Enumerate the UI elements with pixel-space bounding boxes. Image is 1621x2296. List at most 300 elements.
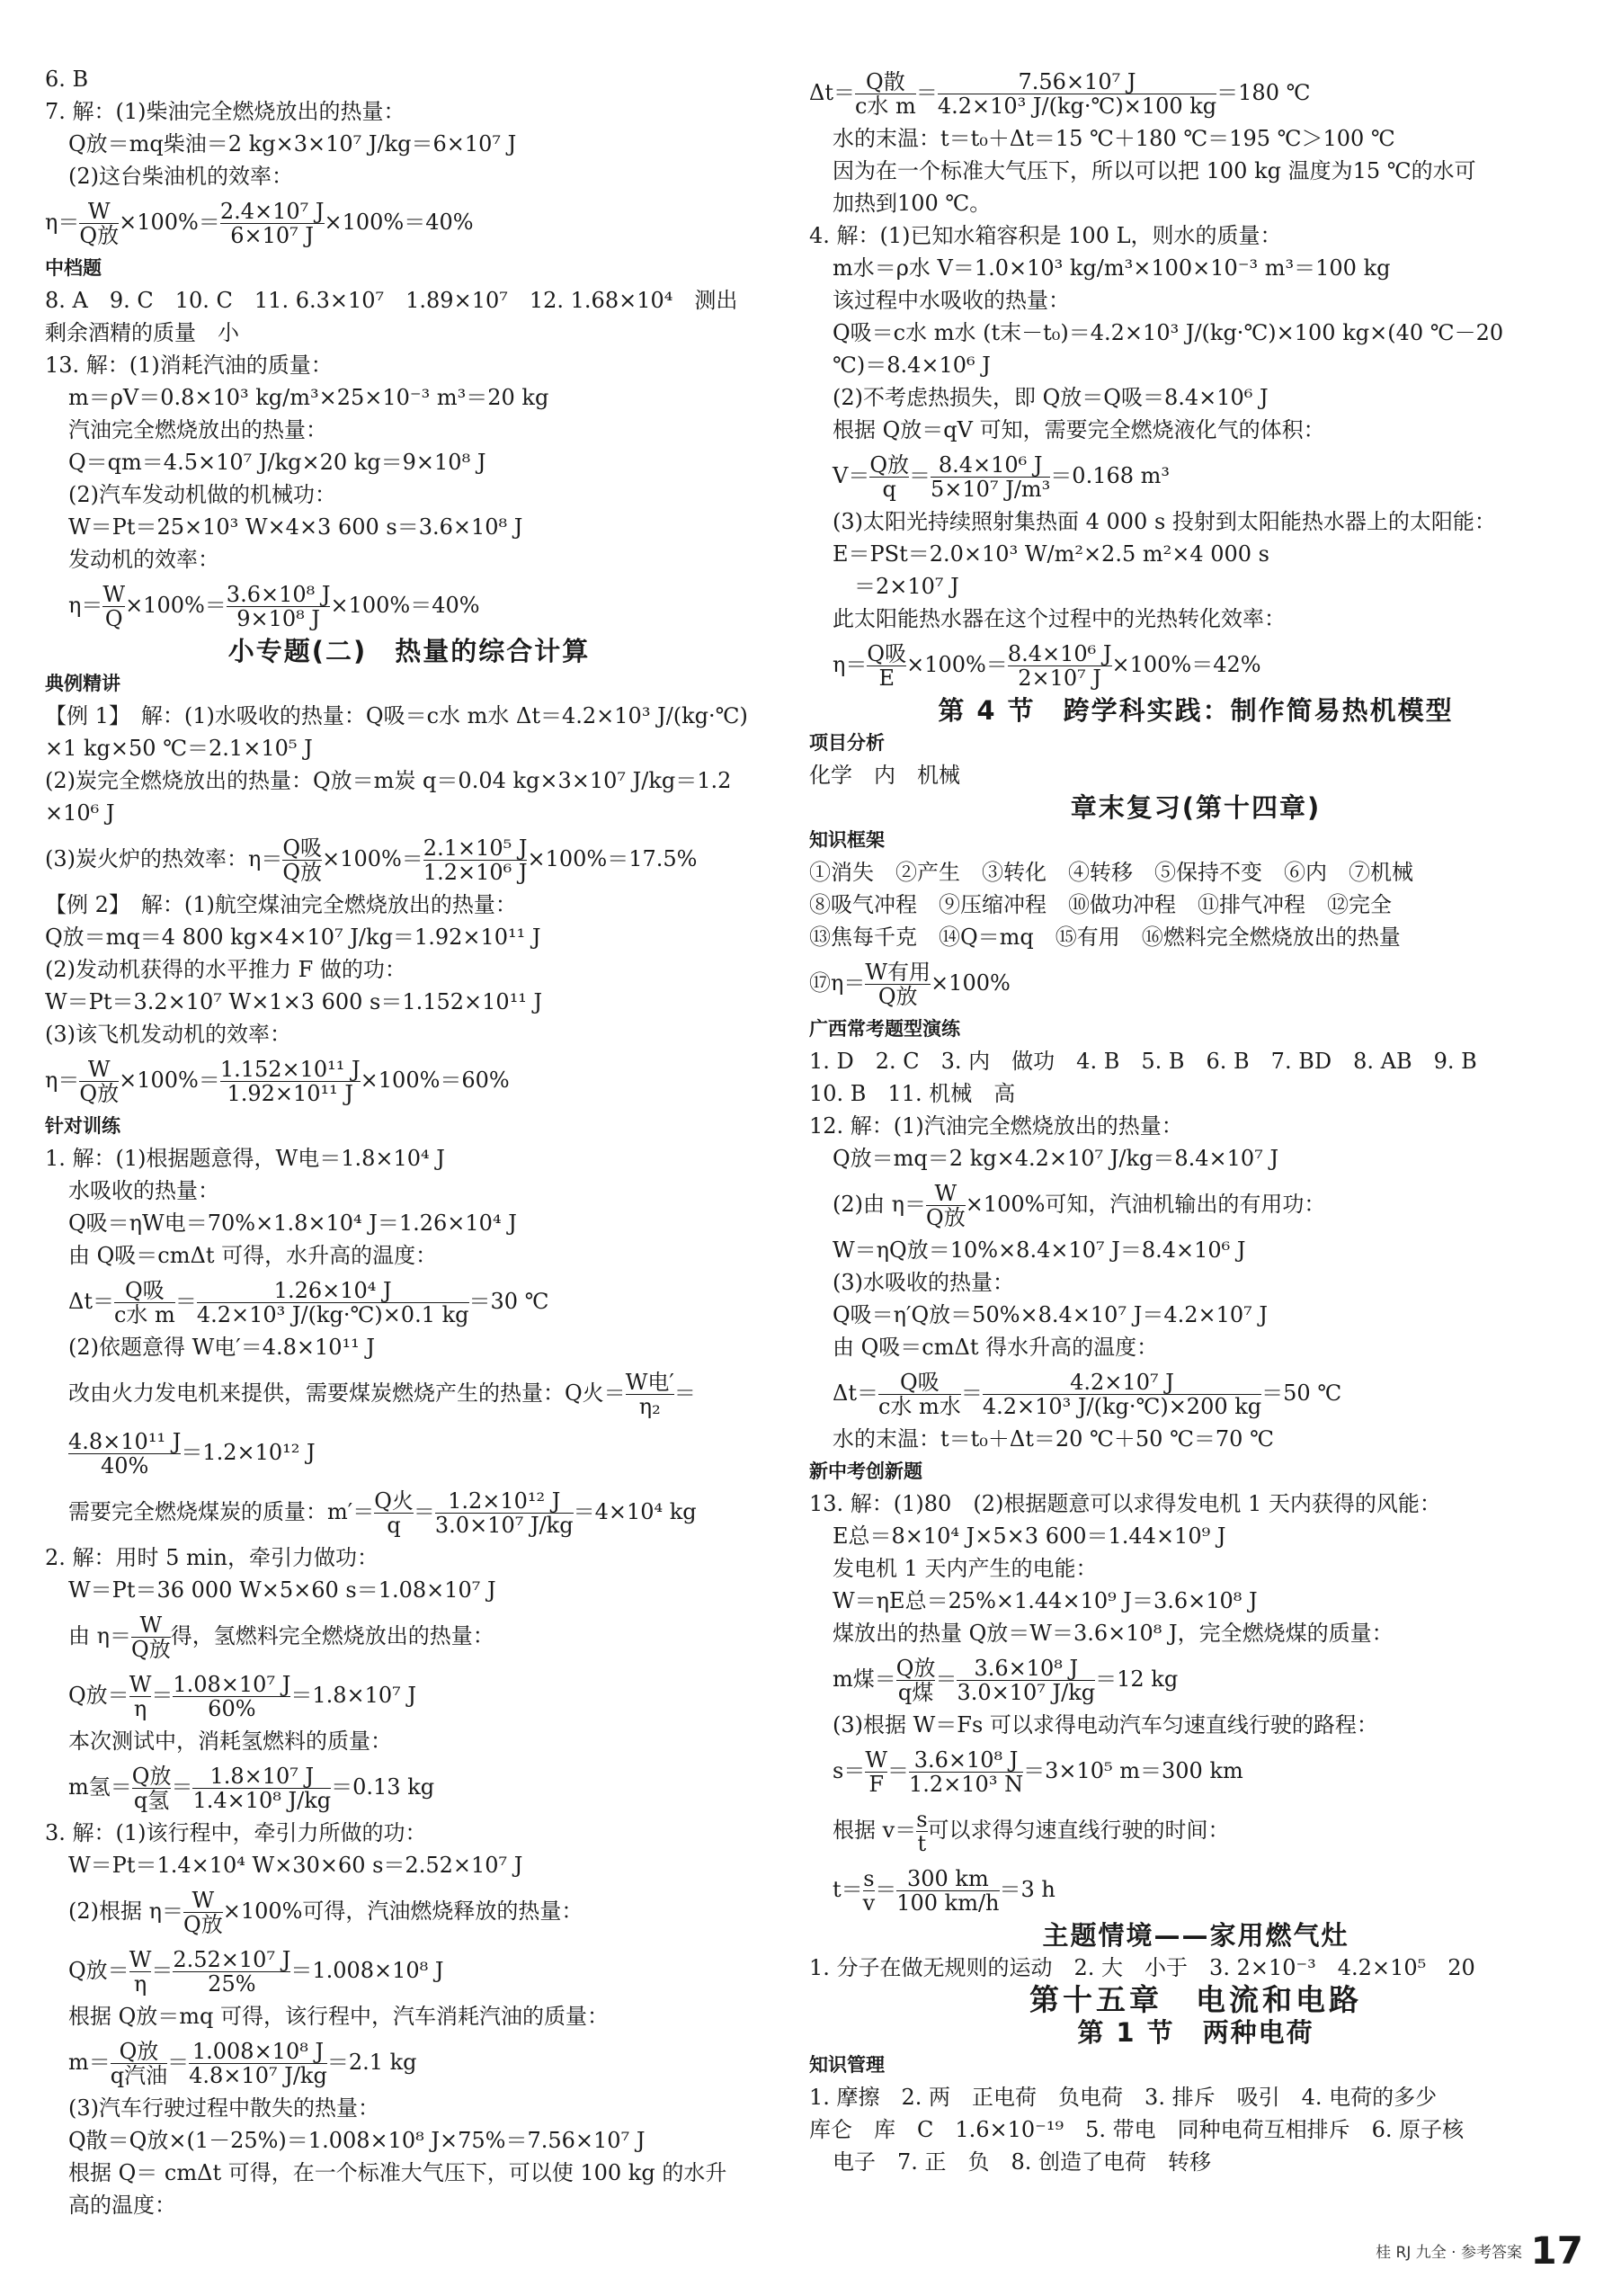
left-line-text: Q散＝Q放×(1－25%)＝1.008×10⁸ J×75%＝7.56×10⁷ J <box>68 2128 646 2153</box>
right-line <box>809 824 1582 856</box>
right-fraction <box>957 1657 1095 1705</box>
right-line-text: 1. 摩擦 2. 两 正电荷 负电荷 3. 排斥 吸引 4. 电荷的多少 <box>809 2085 1438 2110</box>
left-line <box>45 2032 773 2092</box>
left-line-end: ×100%可得，汽油燃烧释放的热量： <box>222 1898 583 1924</box>
left-line-text: 由 η＝ <box>68 1623 132 1648</box>
left-denominator: 4.8×10⁷ J/kg <box>189 2063 327 2088</box>
right-line <box>809 538 1582 570</box>
left-fraction <box>79 1058 119 1106</box>
left-line-end: ×100%＝40% <box>330 593 480 618</box>
left-fraction <box>183 1889 223 1937</box>
left-line-text: W＝Pt＝36 000 W×5×60 s＝1.08×10⁷ J <box>68 1577 496 1603</box>
left-line-text: 汽油完全燃烧放出的热量： <box>68 417 327 442</box>
right-line <box>809 317 1582 349</box>
right-line-text: Q吸＝c水 m水 (t末－t₀)＝4.2×10³ J/(kg·℃)×100 kg×(40 ℃－20 <box>833 320 1504 345</box>
right-line-text: ＝2×10⁷ J <box>854 574 959 599</box>
left-line <box>45 1757 773 1817</box>
left-fraction <box>423 836 528 885</box>
right-numerator: Q放 <box>895 1655 936 1681</box>
right-line <box>809 727 1582 759</box>
left-line-text: 剩余酒精的质量 小 <box>45 320 239 345</box>
left-numerator: W <box>102 581 126 607</box>
right-denominator: 4.2×10³ J/(kg·℃)×100 kg <box>937 94 1217 119</box>
right-line <box>809 1709 1582 1741</box>
right-line-text: 此太阳能热水器在这个过程中的光热转化效率： <box>833 606 1286 631</box>
right-line <box>809 284 1582 317</box>
left-line <box>45 1018 773 1050</box>
right-line <box>809 219 1582 252</box>
right-line <box>809 1741 1582 1800</box>
right-fraction <box>938 70 1216 119</box>
right-line <box>809 1110 1582 1142</box>
left-line-text: 根据 Q＝ cmΔt 可得，在一个标准大气压下，可以使 100 kg 的水升 <box>68 2160 727 2185</box>
right-line-text: E总＝8×10⁴ J×5×3 600＝1.44×10⁹ J <box>833 1523 1226 1549</box>
right-line <box>809 505 1582 538</box>
right-line-text: 1. 分子在做无规则的运动 2. 大 小于 3. 2×10⁻³ 4.2×10⁵ 20 <box>809 1955 1475 1980</box>
right-line <box>809 856 1582 889</box>
left-line <box>45 635 773 667</box>
right-denominator: 4.2×10³ J/(kg·℃)×200 kg <box>982 1394 1262 1419</box>
right-line <box>809 2016 1582 2049</box>
left-numerator: W <box>131 1613 171 1638</box>
right-line <box>809 1585 1582 1617</box>
left-line-sep: ＝ <box>171 1774 193 1800</box>
right-fraction <box>865 960 931 1009</box>
left-fraction <box>220 200 325 248</box>
right-line <box>809 1952 1582 1984</box>
left-line-text: 【例 2】 解：(1)航空煤油完全燃烧放出的热量： <box>45 892 517 917</box>
left-line-text: Q放＝mq柴油＝2 kg×3×10⁷ J/kg＝6×10⁷ J <box>68 131 517 156</box>
left-denominator: q氢 <box>133 1788 170 1813</box>
left-fraction <box>114 1279 175 1327</box>
left-line-text: ×10⁶ J <box>45 800 115 826</box>
right-line <box>809 694 1582 727</box>
right-line-text: Q吸＝η′Q放＝50%×8.4×10⁷ J＝4.2×10⁷ J <box>833 1302 1269 1327</box>
right-line <box>809 1487 1582 1520</box>
right-line-text: 4. 解：(1)已知水箱容积是 100 L，则水的质量： <box>809 223 1282 248</box>
right-line-text: (3)太阳光持续照射集热面 4 000 s 投射到太阳能热水器上的太阳能： <box>833 509 1496 534</box>
left-line-text: 高的温度： <box>68 2193 176 2218</box>
right-line-text: 10. B 11. 机械 高 <box>809 1081 1016 1106</box>
right-column <box>809 63 1582 2178</box>
left-fraction <box>220 1058 361 1106</box>
left-line <box>45 1142 773 1175</box>
right-denominator: 3.0×10⁷ J/kg <box>957 1680 1096 1705</box>
left-fraction <box>189 2040 327 2088</box>
right-line-text: ⑧吸气冲程 ⑨压缩冲程 ⑩做功冲程 ⑪排气冲程 ⑫完全 <box>809 892 1392 917</box>
right-line-text: ℃)＝8.4×10⁶ J <box>833 353 991 378</box>
left-line-text: W＝Pt＝3.2×10⁷ W×1×3 600 s＝1.152×10¹¹ J <box>45 989 543 1014</box>
left-line <box>45 1817 773 1849</box>
left-fraction <box>129 1948 152 1997</box>
right-numerator: 3.6×10⁸ J <box>909 1748 1023 1773</box>
left-denominator: 9×10⁸ J <box>236 606 321 631</box>
left-line <box>45 2189 773 2221</box>
right-line <box>809 1860 1582 1919</box>
right-line <box>809 570 1582 603</box>
right-line-end: ×100% <box>931 970 1011 996</box>
right-line-text: ①消失 ②产生 ③转化 ④转移 ⑤保持不变 ⑥内 ⑦机械 <box>809 860 1413 885</box>
left-line <box>45 446 773 478</box>
left-line-text: Δt＝ <box>68 1289 114 1314</box>
left-denominator: 4.2×10³ J/(kg·℃)×0.1 kg <box>196 1302 469 1327</box>
left-line-end: ＝1.8×10⁷ J <box>290 1683 417 1708</box>
right-line-sep: ＝ <box>960 1380 983 1406</box>
right-line <box>809 1617 1582 1649</box>
left-numerator: 1.2×10¹² J <box>435 1489 574 1514</box>
left-line <box>45 2000 773 2032</box>
left-line-text: Q放＝ <box>68 1958 129 1983</box>
right-fraction <box>867 642 906 691</box>
left-line <box>45 576 773 635</box>
right-line <box>809 1299 1582 1331</box>
right-line-text: 加热到100 ℃。 <box>833 191 992 216</box>
right-line-text: m水＝ρ水 V＝1.0×10³ kg/m³×100×10⁻³ m³＝100 kg <box>833 255 1391 281</box>
left-denominator: 60% <box>208 1696 256 1721</box>
right-line-sep: ＝ <box>887 1758 909 1783</box>
left-line-text: 根据 Q放＝mq 可得，该行程中，汽车消耗汽油的质量： <box>68 2004 610 2029</box>
right-line <box>809 603 1582 635</box>
left-fraction <box>132 1764 172 1813</box>
left-line <box>45 1574 773 1606</box>
left-line-text: (2)发动机获得的水平推力 F 做的功： <box>45 957 406 982</box>
right-line <box>809 2049 1582 2081</box>
left-line <box>45 284 773 317</box>
left-fraction <box>102 583 125 631</box>
right-denominator: t <box>917 1831 927 1856</box>
left-line <box>45 192 773 252</box>
right-line <box>809 414 1582 446</box>
left-line <box>45 1725 773 1757</box>
right-numerator: Q吸 <box>878 1371 961 1395</box>
right-line-sep: ×100%＝ <box>906 652 1008 677</box>
right-numerator: s <box>863 1865 875 1891</box>
left-line-text: 6. B <box>45 67 89 92</box>
right-numerator: s <box>916 1806 928 1832</box>
left-line-text: 改由火力发电机来提供，需要煤炭燃烧产生的热量：Q火＝ <box>68 1380 626 1406</box>
right-denominator: c水 m <box>854 94 916 119</box>
right-fraction <box>863 1867 876 1916</box>
right-line <box>809 1142 1582 1175</box>
left-line-text: Q＝qm＝4.5×10⁷ J/kg×20 kg＝9×10⁸ J <box>68 450 486 475</box>
right-numerator: Q吸 <box>867 640 907 666</box>
left-fraction <box>131 1613 171 1662</box>
left-line <box>45 1175 773 1207</box>
right-line <box>809 1455 1582 1487</box>
left-numerator: 1.08×10⁷ J <box>173 1671 291 1697</box>
right-line <box>809 1234 1582 1266</box>
right-line-sep: ＝ <box>935 1666 957 1692</box>
left-line-end: 得，氢燃料完全燃烧放出的热量： <box>170 1623 494 1648</box>
left-fraction <box>192 1764 331 1813</box>
right-line-text: t＝ <box>833 1877 863 1902</box>
right-line <box>809 1552 1582 1585</box>
left-line-sep: ＝ <box>151 1683 174 1708</box>
right-line <box>809 1013 1582 1045</box>
left-line <box>45 732 773 764</box>
left-fraction <box>374 1489 414 1538</box>
right-line <box>809 889 1582 921</box>
left-numerator: 2.52×10⁷ J <box>173 1946 291 1972</box>
left-line-text: 8. A 9. C 10. C 11. 6.3×10⁷ 1.89×10⁷ 12. 1.68×10⁴ 测出 <box>45 288 738 313</box>
left-fraction <box>79 200 119 248</box>
right-fraction <box>931 453 1050 502</box>
left-line <box>45 2157 773 2189</box>
right-line-text: 发电机 1 天内产生的电能： <box>833 1556 1098 1581</box>
left-line <box>45 543 773 576</box>
right-line-text: 13. 解：(1)80 (2)根据题意可以求得发电机 1 天内获得的风能： <box>809 1491 1441 1516</box>
left-denominator: η <box>133 1971 147 1997</box>
left-line <box>45 1207 773 1239</box>
left-line-end: ＝4×10⁴ kg <box>573 1499 697 1524</box>
left-fraction <box>282 836 322 885</box>
left-line-text: (2)根据 η＝ <box>68 1898 184 1924</box>
right-fraction <box>865 1748 887 1797</box>
right-numerator: W <box>865 1747 887 1773</box>
right-line-text: V＝ <box>833 463 870 488</box>
left-line-end: ＝30 ℃ <box>468 1289 549 1314</box>
right-line <box>809 187 1582 219</box>
right-line-text: ⑬焦每千克 ⑭Q＝mq ⑮有用 ⑯燃料完全燃烧放出的热量 <box>809 925 1401 950</box>
left-line <box>45 2124 773 2157</box>
left-line-text: (2)这台柴油机的效率： <box>68 164 293 189</box>
left-numerator: Q放 <box>111 2040 167 2064</box>
right-line <box>809 2113 1582 2146</box>
left-line-sep: ×100%＝ <box>322 846 423 871</box>
left-line-text: (2)依题意得 W电′＝4.8×10¹¹ J <box>68 1335 376 1360</box>
right-line <box>809 953 1582 1013</box>
left-line <box>45 889 773 921</box>
right-numerator: 8.4×10⁶ J <box>1007 640 1112 666</box>
left-line-end: ＝0.13 kg <box>331 1774 435 1800</box>
left-line-text: 1. 解：(1)根据题意得，W电＝1.8×10⁴ J <box>45 1146 445 1171</box>
left-line-text: (3)该飞机发动机的效率： <box>45 1022 291 1047</box>
right-fraction <box>896 1657 936 1705</box>
right-line <box>809 791 1582 824</box>
page-number: 17 <box>1530 2229 1583 2273</box>
left-line-text: 典例精讲 <box>45 673 120 694</box>
right-line-sep: ＝ <box>915 80 938 105</box>
right-fraction <box>1008 642 1112 691</box>
right-line-text: 第 1 节 两种电荷 <box>1077 2017 1314 2048</box>
left-line-text: η＝ <box>45 1068 80 1093</box>
right-denominator: 2×10⁷ J <box>1018 666 1102 691</box>
right-denominator: F <box>868 1772 884 1797</box>
left-numerator: W <box>129 1946 152 1972</box>
right-line-text: ⑰η＝ <box>809 970 866 996</box>
right-line-end: ＝3×10⁵ m＝300 km <box>1023 1758 1243 1783</box>
right-line-text: 库仑 库 C 1.6×10⁻¹⁹ 5. 带电 同种电荷互相排斥 6. 原子核 <box>809 2117 1465 2142</box>
right-numerator: 7.56×10⁷ J <box>938 70 1216 94</box>
left-line <box>45 1606 773 1666</box>
right-line <box>809 252 1582 284</box>
left-numerator: W电′ <box>625 1369 674 1395</box>
left-line <box>45 349 773 381</box>
right-denominator: 100 km/h <box>896 1890 1000 1916</box>
left-line <box>45 986 773 1018</box>
right-fraction <box>909 1748 1023 1797</box>
right-denominator: E <box>878 666 895 691</box>
left-fraction <box>129 1673 152 1721</box>
right-line <box>809 1266 1582 1299</box>
left-fraction <box>626 1371 674 1419</box>
left-numerator: W <box>129 1671 152 1697</box>
right-line-text: W＝ηE总＝25%×1.44×10⁹ J＝3.6×10⁸ J <box>833 1588 1258 1613</box>
left-numerator: Q吸 <box>282 835 323 861</box>
left-fraction <box>435 1489 574 1538</box>
left-line <box>45 160 773 192</box>
right-line-text: m煤＝ <box>833 1666 896 1692</box>
right-line-text: s＝ <box>833 1758 866 1783</box>
right-line <box>809 1520 1582 1552</box>
left-line-sep: ×100%＝ <box>125 593 227 618</box>
right-line-text: 主题情境——家用燃气灶 <box>1042 1920 1349 1951</box>
left-line-text: (3)炭火炉的热效率：η＝ <box>45 846 283 871</box>
left-numerator: Q火 <box>374 1487 414 1514</box>
left-denominator: Q放 <box>282 860 323 885</box>
left-denominator: Q放 <box>79 223 120 248</box>
left-line <box>45 1482 773 1541</box>
left-line <box>45 1110 773 1142</box>
right-line-sep: ＝ <box>909 463 931 488</box>
left-line <box>45 1423 773 1482</box>
page-footer: 桂 RJ 九全 · 参考答案 <box>1376 2244 1522 2262</box>
left-line-sep: ×100%＝ <box>119 1068 220 1093</box>
left-line <box>45 381 773 414</box>
left-line <box>45 414 773 446</box>
left-line-end: ×100%＝17.5% <box>527 846 698 871</box>
left-denominator: η₂ <box>638 1394 661 1419</box>
right-line-text: 广西常考题型演练 <box>809 1018 960 1040</box>
right-line <box>809 155 1582 187</box>
left-line <box>45 921 773 953</box>
right-line-text: 水的末温：t＝t₀＋Δt＝15 ℃＋180 ℃＝195 ℃＞100 ℃ <box>833 126 1395 151</box>
left-numerator: W <box>79 1058 119 1082</box>
left-line-text: 中档题 <box>45 257 102 279</box>
left-fraction <box>197 1279 469 1327</box>
left-line-text: (2)炭完全燃烧放出的热量：Q放＝m炭 q＝0.04 kg×3×10⁷ J/kg＝1.2 <box>45 768 732 793</box>
right-line-text: 该过程中水吸收的热量： <box>833 288 1070 313</box>
left-denominator: q汽油 <box>110 2063 168 2088</box>
right-line <box>809 635 1582 694</box>
left-line-sep: ＝ <box>174 1289 197 1314</box>
right-line-text: 知识框架 <box>809 829 885 851</box>
right-line-text: 项目分析 <box>809 732 885 754</box>
left-line <box>45 764 773 797</box>
right-line-end: 可以求得匀速直线行驶的时间： <box>927 1818 1230 1843</box>
left-fraction <box>68 1430 181 1479</box>
right-line-text: Δt＝ <box>833 1380 878 1406</box>
left-numerator: 1.008×10⁸ J <box>189 2040 327 2064</box>
right-line-end: ×100%＝42% <box>1111 652 1261 677</box>
right-denominator: v <box>862 1890 876 1916</box>
left-line-text: 本次测试中，消耗氢燃料的质量： <box>68 1729 392 1754</box>
left-line-text: Q放＝mq＝4 800 kg×4×10⁷ J/kg＝1.92×10¹¹ J <box>45 925 541 950</box>
left-line-text: 【例 1】 解：(1)水吸收的热量：Q吸＝c水 m水 Δt＝4.2×10³ J/(kg·℃) <box>45 703 748 728</box>
right-line-text: 电子 7. 正 负 8. 创造了电荷 转移 <box>833 2149 1212 2175</box>
left-denominator: Q放 <box>131 1637 171 1662</box>
left-numerator: Q放 <box>131 1763 172 1789</box>
left-denominator: 25% <box>208 1971 256 1997</box>
left-line <box>45 953 773 986</box>
left-line-end: ＝1.008×10⁸ J <box>290 1958 444 1983</box>
right-denominator: c水 m水 <box>877 1394 961 1419</box>
left-line <box>45 128 773 160</box>
right-line <box>809 1077 1582 1110</box>
right-line <box>809 1984 1582 2016</box>
left-line-text: ×1 kg×50 ℃＝2.1×10⁵ J <box>45 736 313 761</box>
left-denominator: c水 m <box>113 1302 175 1327</box>
right-line <box>809 1423 1582 1455</box>
right-line <box>809 759 1582 791</box>
right-denominator: q煤 <box>897 1680 934 1705</box>
right-line-text: (2)由 η＝ <box>833 1192 927 1217</box>
left-line-text: 13. 解：(1)消耗汽油的质量： <box>45 353 333 378</box>
right-line-text: 由 Q吸＝cmΔt 得水升高的温度： <box>833 1335 1159 1360</box>
right-line-text: (2)不考虑热损失，即 Q放＝Q吸＝8.4×10⁶ J <box>833 385 1269 410</box>
left-denominator: q <box>387 1513 401 1538</box>
right-line <box>809 1649 1582 1709</box>
left-line <box>45 95 773 128</box>
right-numerator: 300 km <box>896 1867 999 1891</box>
right-line-text: 水的末温：t＝t₀＋Δt＝20 ℃＋50 ℃＝70 ℃ <box>833 1426 1274 1452</box>
left-line-text: Q吸＝ηW电＝70%×1.8×10⁴ J＝1.26×10⁴ J <box>68 1211 517 1236</box>
right-line-text: 因为在一个标准大气压下，所以可以把 100 kg 温度为15 ℃的水可 <box>833 158 1476 183</box>
right-numerator: Q放 <box>869 451 910 478</box>
left-line <box>45 1666 773 1725</box>
right-line-text: 知识管理 <box>809 2054 885 2076</box>
right-line-end: ×100%可知，汽油机输出的有用功： <box>965 1192 1326 1217</box>
left-line <box>45 1941 773 2000</box>
left-column <box>45 63 773 2221</box>
left-line <box>45 1881 773 1941</box>
right-line <box>809 446 1582 505</box>
right-line <box>809 63 1582 122</box>
left-line-text: 需要完全燃烧煤炭的质量：m′＝ <box>68 1499 375 1524</box>
right-line <box>809 122 1582 155</box>
right-line <box>809 1175 1582 1234</box>
right-line-text: 根据 Q放＝qV 可知，需要完全燃烧液化气的体积： <box>833 417 1325 442</box>
left-numerator: Q吸 <box>114 1279 175 1303</box>
left-denominator: 3.0×10⁷ J/kg <box>434 1513 574 1538</box>
left-line <box>45 2092 773 2124</box>
left-line-text: 针对训练 <box>45 1115 120 1137</box>
left-line-text: 2. 解：用时 5 min，牵引力做功： <box>45 1545 379 1570</box>
right-line-text: 12. 解：(1)汽油完全燃烧放出的热量： <box>809 1113 1183 1139</box>
right-line-sep: ＝ <box>875 1877 897 1902</box>
left-denominator: 1.92×10¹¹ J <box>227 1081 354 1106</box>
right-line <box>809 381 1582 414</box>
left-line <box>45 1541 773 1574</box>
right-denominator: Q放 <box>926 1205 966 1230</box>
left-line <box>45 667 773 700</box>
left-line <box>45 252 773 284</box>
left-fraction <box>227 583 331 631</box>
left-line-sep: ＝ <box>413 1499 435 1524</box>
right-line-text: 第 4 节 跨学科实践：制作简易热机模型 <box>938 695 1454 726</box>
left-numerator: W <box>79 200 119 224</box>
right-line-text: W＝ηQ放＝10%×8.4×10⁷ J＝8.4×10⁶ J <box>833 1237 1246 1263</box>
left-line <box>45 511 773 543</box>
right-line-text: 1. D 2. C 3. 内 做功 4. B 5. B 6. B 7. BD 8. AB 9. B <box>809 1049 1477 1074</box>
left-line-text: η＝ <box>68 593 103 618</box>
right-line-text: 新中考创新题 <box>809 1461 922 1482</box>
left-numerator: 1.26×10⁴ J <box>197 1279 469 1303</box>
right-line-text: 煤放出的热量 Q放＝W＝3.6×10⁸ J，完全燃烧煤的质量： <box>833 1621 1394 1646</box>
right-numerator: 3.6×10⁸ J <box>957 1657 1095 1681</box>
right-fraction <box>896 1867 999 1916</box>
right-line <box>809 1919 1582 1952</box>
